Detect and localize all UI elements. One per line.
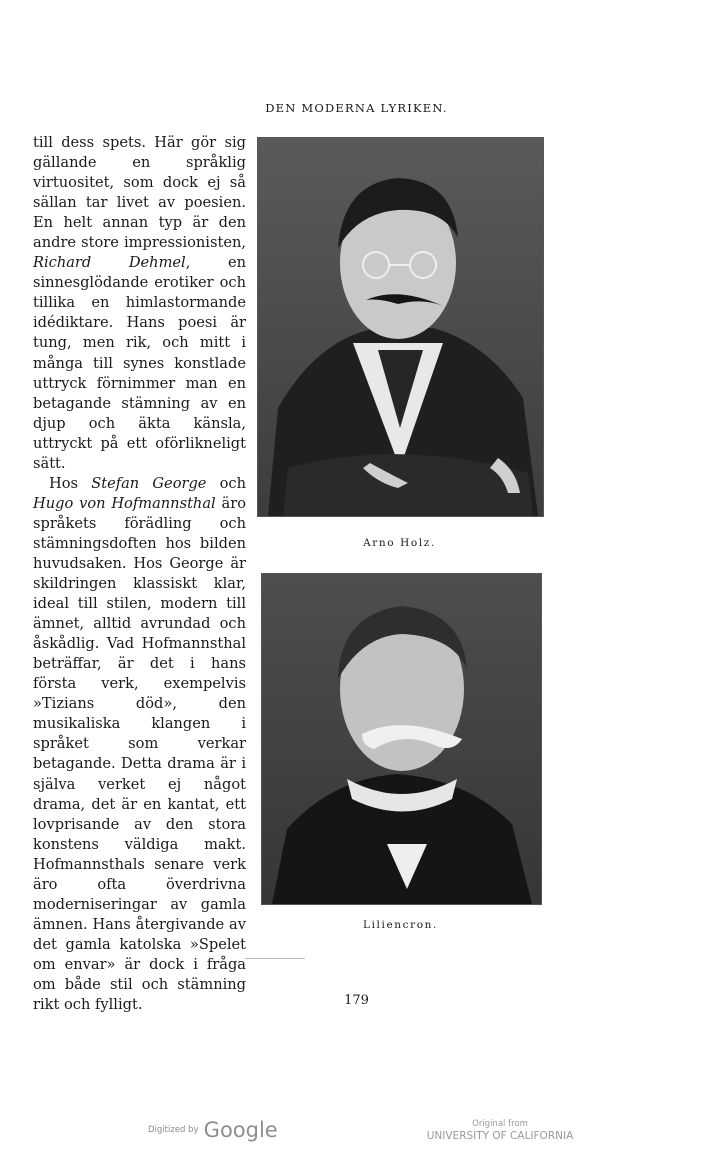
italic-name-1: Stefan George (91, 474, 207, 492)
original-from-label: Original from (472, 1119, 528, 1129)
google-logo: Google (203, 1118, 278, 1142)
divider (245, 958, 305, 959)
portrait-arno-holz (257, 137, 544, 517)
institution-label: UNIVERSITY OF CALIFORNIA (426, 1130, 574, 1142)
text-segment-0: till dess spets. Här gör sig gällande en språklig virtuositet, som dock ej så sällan tar livet av poesien. En helt annan typ är den andre store impressionisten, (33, 134, 246, 252)
original-from (410, 1118, 590, 1142)
portrait-arno-holz-photo (258, 138, 543, 516)
caption-liliencron: Liliencron. (363, 919, 438, 931)
text-segment-0: Hos (49, 474, 92, 492)
digitized-by-google (148, 1118, 278, 1142)
text-segment-4: äro språkets förädling och stämningsdoften hos bilden huvudsaken. Hos George är skildringen klassiskt klar, ideal till stilen, modern till ämnet, alltid avrundad och åskådlig. Vad Hofmannsthal beträffar, är det i hans första verk, exempelvis »Tizians död», den musikaliska klangen i språket som verkar betagande. Detta drama är i själva verket ej något drama, det är en kantat, ett lovprisande av den stora konstens väldiga makt. Hofmannsthals senare verk äro ofta överdrivna moderniseringar av gamla ämnen. Hans återgivande av det gamla katolska »Spelet om envar» är dock i fråga om både stil och stämning rikt och fylligt. (33, 494, 246, 1014)
digitized-label: Digitized by (148, 1125, 199, 1135)
portrait-liliencron-photo (262, 574, 541, 904)
portrait-liliencron (261, 573, 542, 905)
page-number: 179 (344, 993, 369, 1008)
running-head: DEN MODERNA LYRIKEN. (265, 101, 448, 115)
body-text (33, 133, 246, 1015)
paragraph-2 (33, 474, 246, 1015)
italic-name-1: Richard Dehmel (33, 254, 186, 272)
paragraph-1 (33, 133, 246, 474)
text-segment-2: och (206, 474, 246, 492)
caption-arno-holz: Arno Holz. (363, 537, 436, 549)
italic-name-3: Hugo von Hofmannsthal (33, 494, 216, 512)
text-segment-2: , en sinnesglödande erotiker och tillika en himlastormande idédiktare. Hans poesi är tung, men rik, och mitt i många till synes konstlade uttryck förnimmer man en betagande stämning av en djup och äkta känsla, uttryckt på ett oförlikneligt sätt. (33, 254, 246, 472)
